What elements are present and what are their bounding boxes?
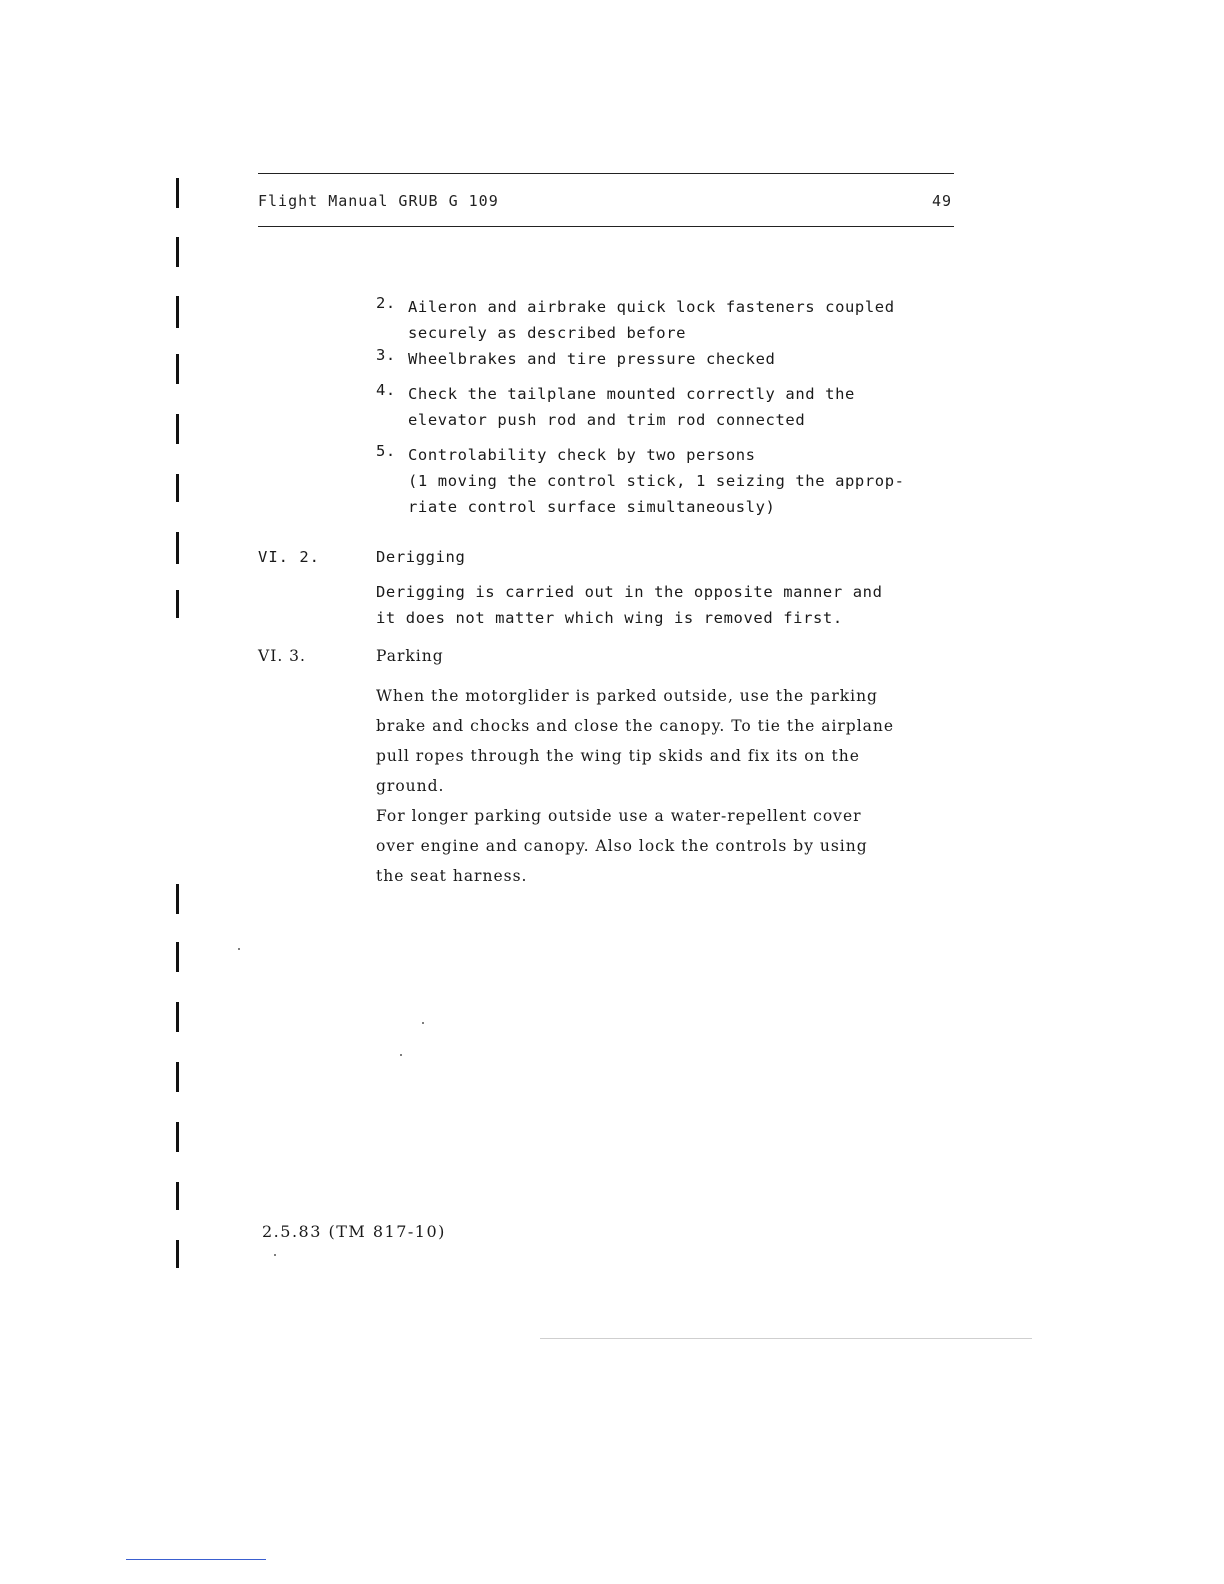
item-line: Wheelbrakes and tire pressure checked — [408, 350, 776, 368]
body-line: pull ropes through the wing tip skids and fix its on the — [376, 747, 860, 765]
scan-speck — [422, 1022, 424, 1024]
change-bar — [176, 884, 179, 914]
change-bar — [176, 1002, 179, 1032]
scan-speck — [274, 1254, 276, 1256]
section-title: Derigging — [376, 548, 466, 566]
revision-note: 2.5.83 (TM 817-10) — [262, 1222, 446, 1241]
item-number: 5. — [376, 442, 396, 460]
scan-edge-line — [540, 1338, 1032, 1339]
item-line: securely as described before — [408, 324, 687, 342]
section-number: VI. 3. — [258, 647, 306, 665]
footnote-rule — [126, 1559, 266, 1560]
change-bar — [176, 296, 179, 328]
body-line: over engine and canopy. Also lock the controls by using — [376, 837, 868, 855]
change-bar — [176, 1182, 179, 1210]
change-bar — [176, 1062, 179, 1092]
item-line: Controlability check by two persons — [408, 446, 756, 464]
body-line: ground. — [376, 777, 445, 795]
change-bar — [176, 942, 179, 972]
section-number: VI. 2. — [258, 548, 320, 566]
section-title: Parking — [376, 647, 444, 665]
item-line: Aileron and airbrake quick lock fasteners coupled — [408, 298, 895, 316]
change-bar — [176, 532, 179, 564]
item-number: 2. — [376, 294, 396, 312]
item-line: Check the tailplane mounted correctly and the — [408, 385, 855, 403]
item-line: riate control surface simultaneously) — [408, 498, 776, 516]
page-number: 49 — [932, 192, 953, 210]
item-number: 3. — [376, 346, 396, 364]
body-line: For longer parking outside use a water-repellent cover — [376, 807, 862, 825]
change-bar — [176, 178, 179, 208]
section-body — [376, 579, 883, 631]
section-body — [376, 681, 894, 891]
change-bar — [176, 237, 179, 267]
change-bar — [176, 590, 179, 618]
body-line: When the motorglider is parked outside, use the parking — [376, 687, 878, 705]
scan-speck — [238, 948, 240, 950]
change-bar — [176, 414, 179, 444]
body-line: the seat harness. — [376, 867, 528, 885]
body-line: Derigging is carried out in the opposite manner and — [376, 583, 883, 601]
header-bottom-rule — [258, 226, 954, 227]
change-bar — [176, 474, 179, 502]
change-bar — [176, 354, 179, 384]
item-number: 4. — [376, 381, 396, 399]
body-line: brake and chocks and close the canopy. To tie the airplane — [376, 717, 895, 735]
item-line: (1 moving the control stick, 1 seizing the approp- — [408, 472, 905, 490]
change-bar — [176, 1122, 179, 1152]
item-line: elevator push rod and trim rod connected — [408, 411, 806, 429]
body-line: it does not matter which wing is removed first. — [376, 609, 843, 627]
manual-title: Flight Manual GRUB G 109 — [258, 192, 499, 210]
scan-speck — [400, 1054, 402, 1056]
change-bar — [176, 1240, 179, 1268]
header-top-rule — [258, 173, 954, 174]
